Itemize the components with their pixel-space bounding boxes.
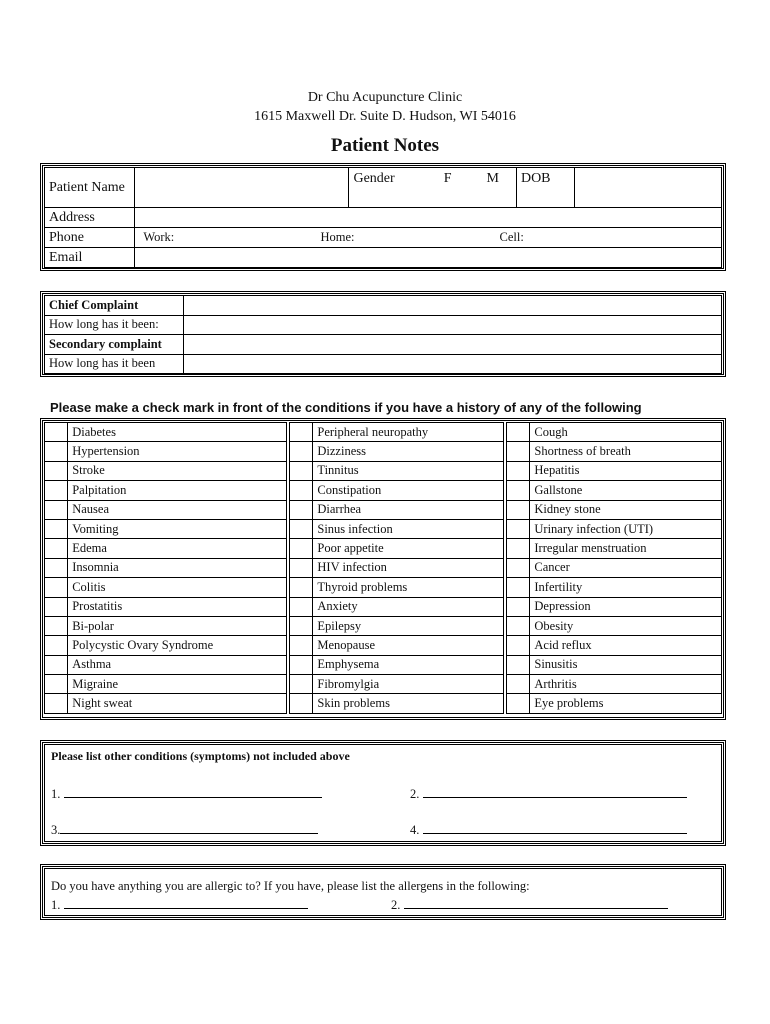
condition-checkbox[interactable]	[507, 558, 530, 577]
other-conditions-box	[44, 744, 722, 842]
condition-checkbox[interactable]	[45, 461, 68, 480]
phone-label: Phone	[45, 228, 135, 248]
gender-m-option[interactable]: M	[486, 171, 499, 186]
condition-checkbox[interactable]	[290, 578, 313, 597]
condition-label: Asthma	[68, 655, 287, 674]
condition-label: Migraine	[68, 675, 287, 694]
condition-checkbox[interactable]	[290, 461, 313, 480]
check-heading: Please make a check mark in front of the conditions if you have a history of any of the following	[50, 400, 642, 415]
condition-row	[45, 597, 722, 616]
other-condition-1-number: 1.	[51, 787, 61, 801]
clinic-address: 1615 Maxwell Dr. Suite D. Hudson, WI 54016	[254, 109, 516, 124]
email-field[interactable]	[135, 248, 722, 268]
condition-label: Bi-polar	[68, 616, 287, 635]
condition-label: Epilepsy	[313, 616, 504, 635]
complaint-table	[44, 295, 722, 374]
condition-checkbox[interactable]	[290, 616, 313, 635]
condition-label: Anxiety	[313, 597, 504, 616]
condition-checkbox[interactable]	[45, 694, 68, 713]
other-condition-3-number: 3.	[51, 823, 61, 837]
condition-checkbox[interactable]	[45, 636, 68, 655]
other-condition-2-number: 2.	[410, 787, 420, 801]
condition-row	[45, 675, 722, 694]
condition-row	[45, 481, 722, 500]
patient-info-table	[44, 167, 722, 268]
condition-label: Eye problems	[530, 694, 722, 713]
gender-label: Gender	[353, 171, 395, 186]
condition-checkbox[interactable]	[507, 616, 530, 635]
condition-checkbox[interactable]	[290, 655, 313, 674]
other-condition-1[interactable]	[51, 787, 322, 802]
page-title: Patient Notes	[330, 135, 440, 156]
condition-checkbox[interactable]	[290, 539, 313, 558]
condition-row	[45, 578, 722, 597]
condition-label: Dizziness	[313, 442, 504, 461]
condition-row	[45, 539, 722, 558]
secondary-duration-label: How long has it been	[45, 354, 184, 374]
condition-label: Poor appetite	[313, 539, 504, 558]
condition-checkbox[interactable]	[290, 636, 313, 655]
secondary-complaint-field[interactable]	[183, 335, 721, 355]
condition-checkbox[interactable]	[507, 481, 530, 500]
phone-field[interactable]	[135, 228, 722, 248]
condition-checkbox[interactable]	[507, 442, 530, 461]
condition-checkbox[interactable]	[507, 636, 530, 655]
condition-label: Insomnia	[68, 558, 287, 577]
condition-row	[45, 519, 722, 538]
condition-label: Kidney stone	[530, 500, 722, 519]
secondary-duration-field[interactable]	[183, 354, 721, 374]
condition-label: Night sweat	[68, 694, 287, 713]
condition-label: Nausea	[68, 500, 287, 519]
condition-checkbox[interactable]	[45, 500, 68, 519]
condition-checkbox[interactable]	[45, 481, 68, 500]
cell-phone-label: Cell:	[499, 230, 524, 244]
condition-checkbox[interactable]	[45, 558, 68, 577]
condition-label: Diarrhea	[313, 500, 504, 519]
condition-checkbox[interactable]	[507, 597, 530, 616]
condition-label: Acid reflux	[530, 636, 722, 655]
condition-label: Shortness of breath	[530, 442, 722, 461]
patient-name-field[interactable]	[135, 168, 349, 208]
condition-checkbox[interactable]	[507, 578, 530, 597]
other-condition-4[interactable]	[410, 823, 687, 838]
condition-label: Irregular menstruation	[530, 539, 722, 558]
condition-checkbox[interactable]	[507, 461, 530, 480]
gender-f-option[interactable]: F	[443, 171, 452, 186]
condition-checkbox[interactable]	[290, 558, 313, 577]
condition-checkbox[interactable]	[507, 694, 530, 713]
condition-checkbox[interactable]	[507, 675, 530, 694]
allergen-2[interactable]	[391, 898, 668, 913]
condition-checkbox[interactable]	[45, 442, 68, 461]
condition-label: Gallstone	[530, 481, 722, 500]
dob-label: DOB	[516, 168, 574, 208]
condition-label: Peripheral neuropathy	[313, 423, 504, 442]
condition-checkbox[interactable]	[45, 519, 68, 538]
condition-label: Urinary infection (UTI)	[530, 519, 722, 538]
condition-row	[45, 423, 722, 442]
condition-label: Tinnitus	[313, 461, 504, 480]
condition-label: Edema	[68, 539, 287, 558]
condition-checkbox[interactable]	[45, 655, 68, 674]
condition-checkbox[interactable]	[290, 597, 313, 616]
condition-checkbox[interactable]	[290, 481, 313, 500]
clinic-name: Dr Chu Acupuncture Clinic	[307, 90, 463, 105]
condition-checkbox[interactable]	[290, 442, 313, 461]
condition-label: Stroke	[68, 461, 287, 480]
gender-field[interactable]	[349, 168, 516, 208]
condition-row	[45, 694, 722, 713]
condition-label: Skin problems	[313, 694, 504, 713]
secondary-complaint-label: Secondary complaint	[45, 335, 184, 355]
condition-label: Cough	[530, 423, 722, 442]
condition-checkbox[interactable]	[290, 694, 313, 713]
condition-row	[45, 655, 722, 674]
condition-label: Sinus infection	[313, 519, 504, 538]
condition-checkbox[interactable]	[507, 500, 530, 519]
condition-checkbox[interactable]	[45, 597, 68, 616]
allergen-1[interactable]	[51, 898, 308, 913]
condition-label: Polycystic Ovary Syndrome	[68, 636, 287, 655]
condition-row	[45, 442, 722, 461]
condition-row	[45, 500, 722, 519]
patient-name-label: Patient Name	[45, 168, 135, 208]
condition-label: Constipation	[313, 481, 504, 500]
condition-label: Obesity	[530, 616, 722, 635]
condition-label: Prostatitis	[68, 597, 287, 616]
condition-label: Fibromylgia	[313, 675, 504, 694]
condition-checkbox[interactable]	[290, 500, 313, 519]
condition-checkbox[interactable]	[507, 655, 530, 674]
condition-checkbox[interactable]	[45, 423, 68, 442]
other-condition-4-number: 4.	[410, 823, 420, 837]
condition-checkbox[interactable]	[290, 519, 313, 538]
chief-duration-label: How long has it been:	[45, 315, 184, 335]
condition-label: Depression	[530, 597, 722, 616]
condition-label: Infertility	[530, 578, 722, 597]
condition-row	[45, 636, 722, 655]
address-field[interactable]	[135, 208, 722, 228]
condition-label: Sinusitis	[530, 655, 722, 674]
allergies-question: Do you have anything you are allergic to? If you have, please list the allergens in the following:	[51, 879, 530, 893]
condition-checkbox[interactable]	[507, 519, 530, 538]
condition-label: Vomiting	[68, 519, 287, 538]
address-label: Address	[45, 208, 135, 228]
condition-label: Cancer	[530, 558, 722, 577]
conditions-table	[44, 422, 722, 714]
condition-row	[45, 461, 722, 480]
dob-field[interactable]	[574, 168, 721, 208]
condition-checkbox[interactable]	[45, 675, 68, 694]
condition-checkbox[interactable]	[507, 539, 530, 558]
condition-label: Thyroid problems	[313, 578, 504, 597]
email-label: Email	[45, 248, 135, 268]
condition-checkbox[interactable]	[290, 675, 313, 694]
condition-label: Hepatitis	[530, 461, 722, 480]
other-condition-3[interactable]	[51, 823, 318, 838]
condition-label: Colitis	[68, 578, 287, 597]
allergen-2-number: 2.	[391, 898, 401, 912]
condition-row	[45, 616, 722, 635]
condition-label: Arthritis	[530, 675, 722, 694]
allergen-1-number: 1.	[51, 898, 61, 912]
condition-label: Hypertension	[68, 442, 287, 461]
condition-checkbox[interactable]	[45, 539, 68, 558]
condition-checkbox[interactable]	[507, 423, 530, 442]
condition-label: HIV infection	[313, 558, 504, 577]
other-conditions-heading: Please list other conditions (symptoms) not included above	[51, 749, 350, 763]
home-phone-label: Home:	[320, 230, 355, 244]
condition-label: Palpitation	[68, 481, 287, 500]
chief-duration-field[interactable]	[183, 315, 721, 335]
condition-row	[45, 558, 722, 577]
chief-complaint-field[interactable]	[183, 296, 721, 316]
condition-label: Emphysema	[313, 655, 504, 674]
other-condition-2[interactable]	[410, 787, 687, 802]
condition-checkbox[interactable]	[45, 616, 68, 635]
chief-complaint-label: Chief Complaint	[45, 296, 184, 316]
condition-label: Diabetes	[68, 423, 287, 442]
work-phone-label: Work:	[143, 230, 175, 244]
condition-label: Menopause	[313, 636, 504, 655]
allergies-box	[44, 868, 722, 916]
condition-checkbox[interactable]	[290, 423, 313, 442]
condition-checkbox[interactable]	[45, 578, 68, 597]
